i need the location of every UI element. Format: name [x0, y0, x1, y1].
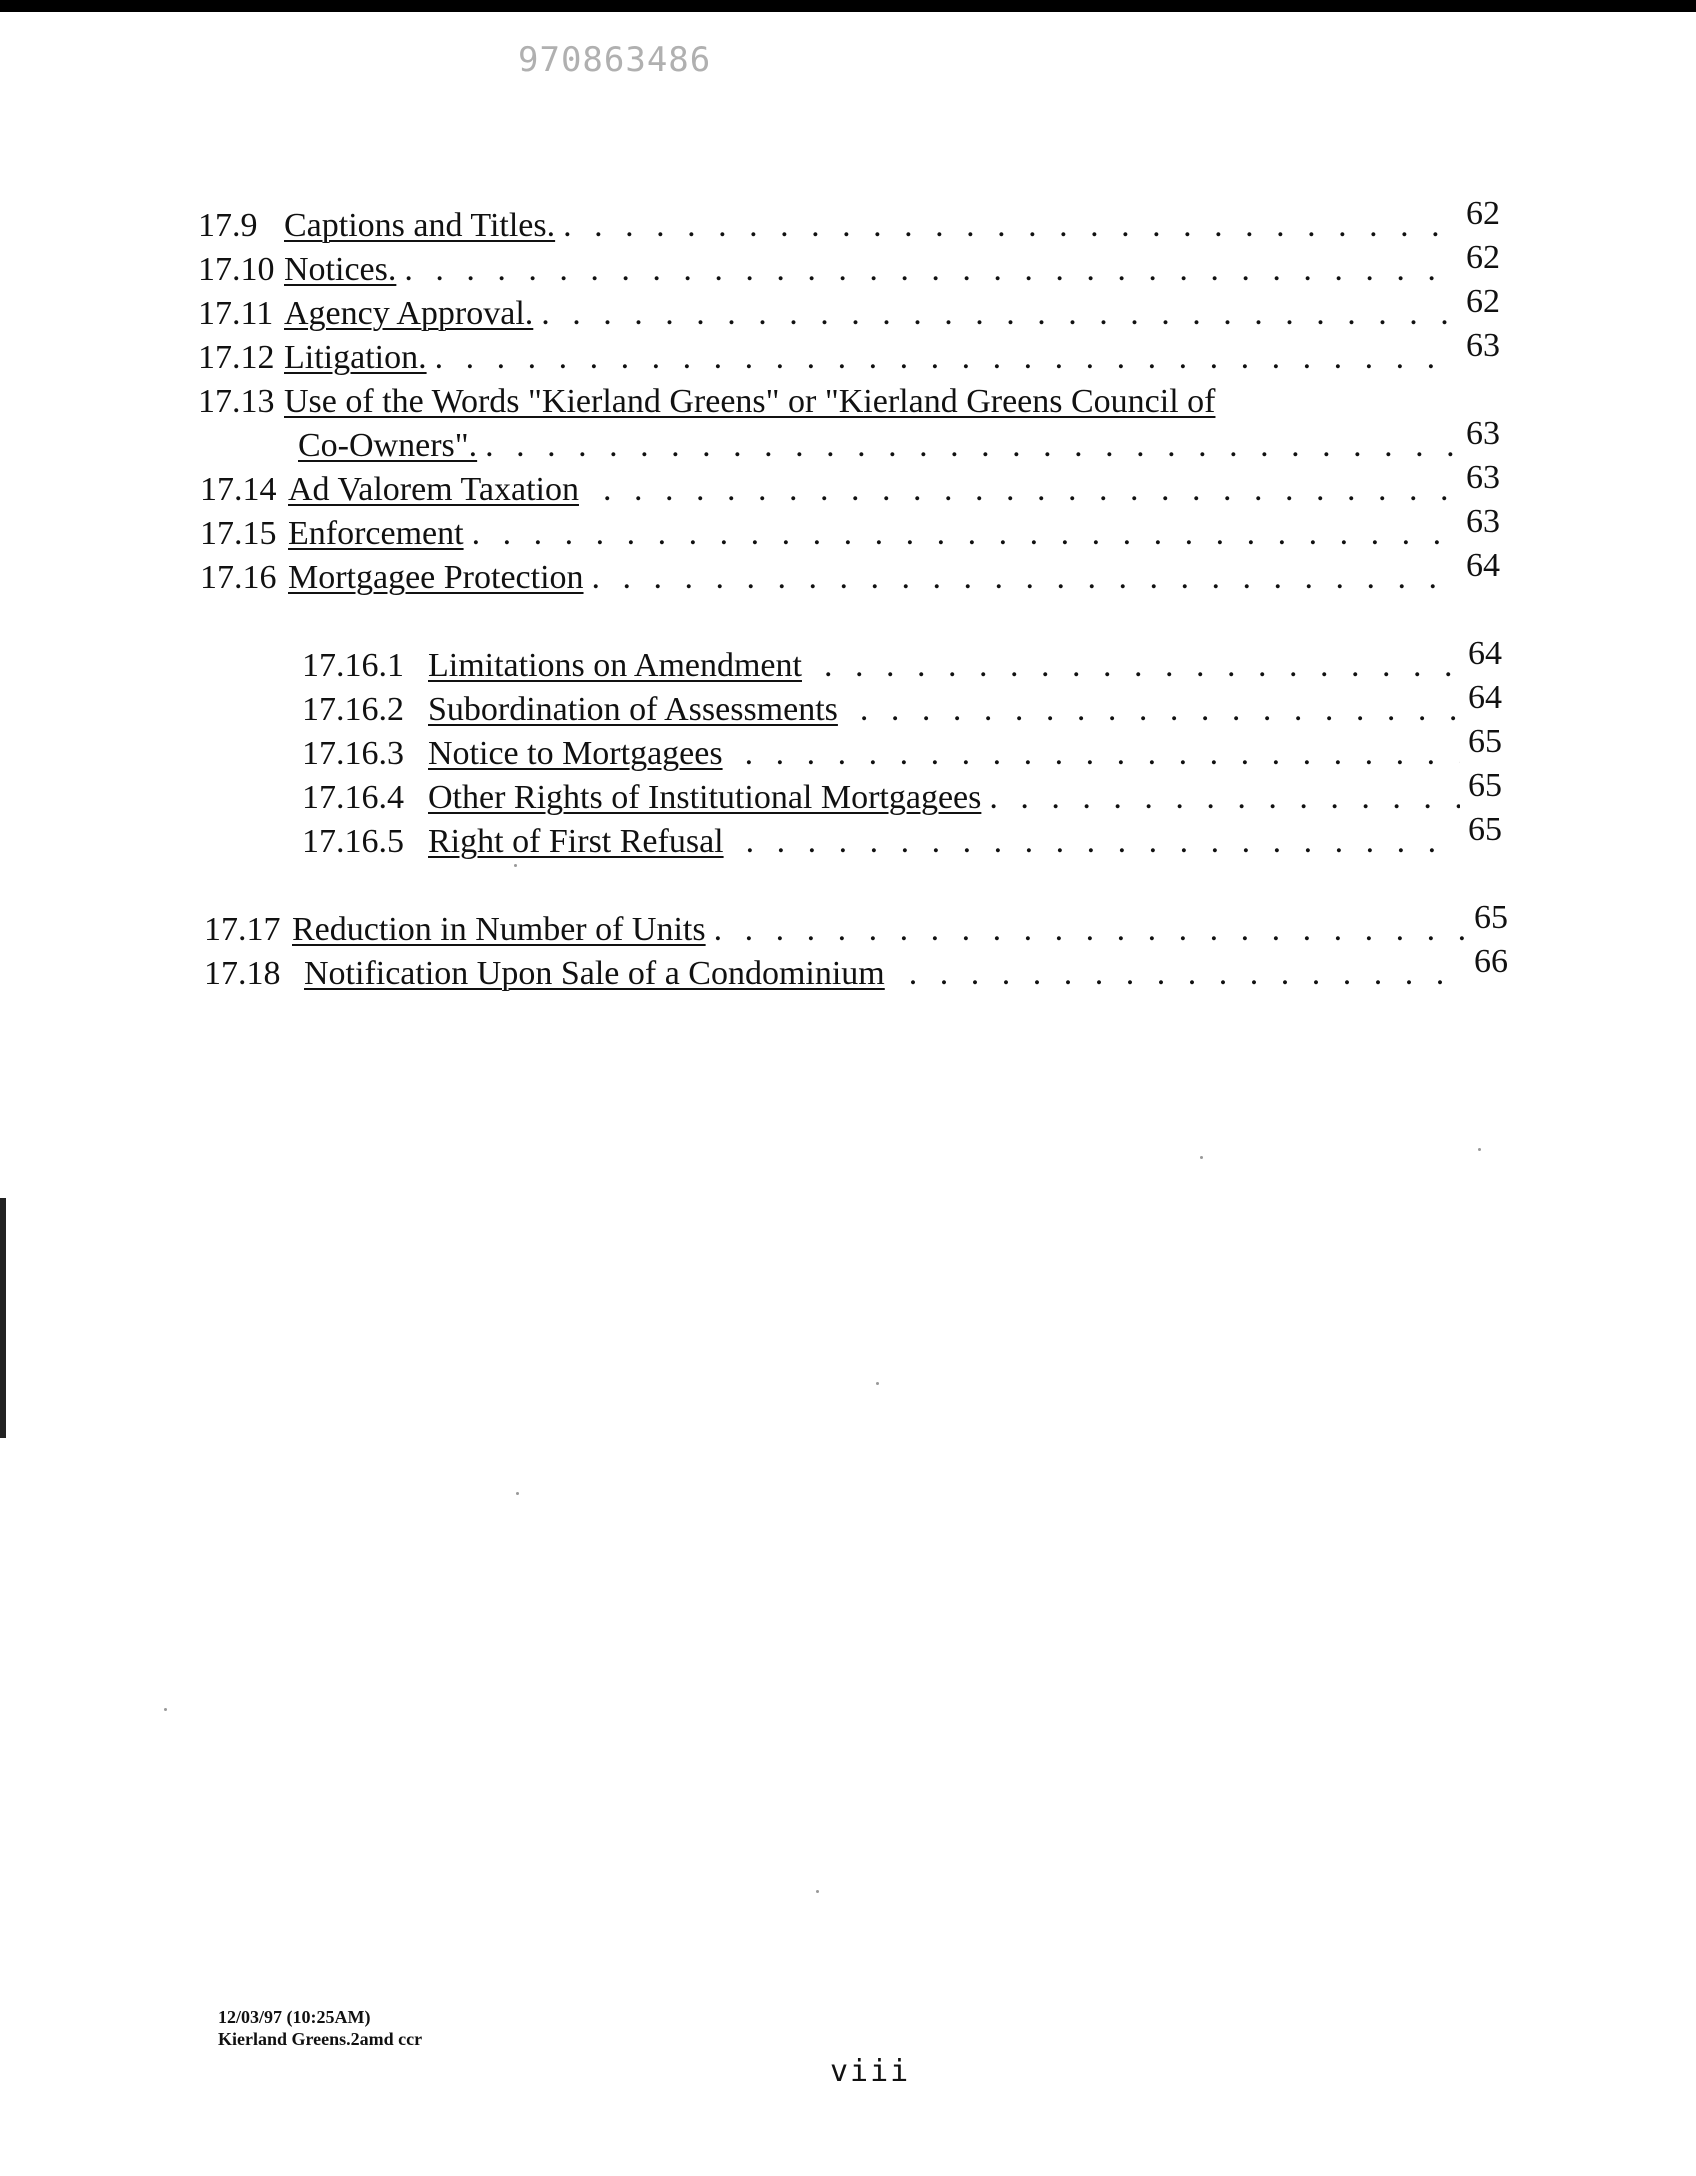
- toc-entry: [200, 503, 1500, 554]
- toc-entry: [204, 899, 1508, 950]
- toc-entry-page: 63: [1466, 459, 1500, 496]
- document-id-stamp: 970863486: [518, 40, 712, 80]
- toc-entry-page: 65: [1468, 811, 1502, 848]
- scan-speck: [516, 1492, 519, 1495]
- toc-entry-page: 66: [1474, 943, 1508, 980]
- footer-date: 12/03/97 (10:25AM): [218, 2007, 371, 2027]
- toc-subentry: [302, 811, 1502, 862]
- toc-leader-dots: [746, 822, 1460, 862]
- toc-leader-dots: [860, 690, 1460, 730]
- scan-speck: [1478, 1148, 1481, 1151]
- toc-entry-title[interactable]: Enforcement: [288, 515, 464, 552]
- scan-top-border: [0, 0, 1696, 12]
- toc-entry-title[interactable]: Other Rights of Institutional Mortgagees: [428, 779, 982, 816]
- toc-entry-number: 17.17: [204, 911, 281, 948]
- toc-entry-number: 17.15: [200, 515, 277, 552]
- toc-entry-number: 17.16.2: [302, 691, 404, 728]
- toc-entry-number: 17.16.4: [302, 779, 404, 816]
- toc-entry-title[interactable]: Right of First Refusal: [428, 823, 724, 860]
- toc-entry-page: 64: [1466, 547, 1500, 584]
- scan-speck: [514, 864, 517, 867]
- toc-subentry: [302, 679, 1502, 730]
- toc-entry: [198, 283, 1500, 334]
- scan-left-edge-mark: [0, 1198, 6, 1438]
- toc-leader-dots: [714, 910, 1466, 950]
- toc-leader-dots: [592, 558, 1458, 598]
- footer-file-info: [218, 2006, 422, 2050]
- toc-entry-title[interactable]: Subordination of Assessments: [428, 691, 838, 728]
- toc-entry-page: 62: [1466, 283, 1500, 320]
- toc-leader-dots: [909, 954, 1466, 994]
- toc-entry: [204, 943, 1508, 994]
- footer-filename: Kierland Greens.2amd ccr: [218, 2029, 423, 2049]
- toc-entry: [198, 195, 1500, 246]
- toc-entry-title[interactable]: Agency Approval.: [284, 295, 534, 332]
- toc-subentry: [302, 635, 1502, 686]
- toc-entry-title-continuation[interactable]: Co-Owners".: [298, 427, 478, 464]
- toc-entry-title[interactable]: Limitations on Amendment: [428, 647, 802, 684]
- toc-entry-page: 63: [1466, 415, 1500, 452]
- toc-subentry: [302, 767, 1502, 818]
- toc-entry-title[interactable]: Ad Valorem Taxation: [288, 471, 579, 508]
- scan-speck: [876, 1382, 879, 1385]
- toc-entry-number: 17.18: [204, 955, 281, 992]
- toc-leader-dots: [563, 206, 1458, 246]
- toc-entry-page: 63: [1466, 327, 1500, 364]
- toc-entry-title[interactable]: Mortgagee Protection: [288, 559, 584, 596]
- toc-entry-title[interactable]: Reduction in Number of Units: [292, 911, 706, 948]
- toc-entry-number: 17.14: [200, 471, 277, 508]
- toc-entry-number: 17.10: [198, 251, 275, 288]
- toc-entry: [198, 327, 1500, 378]
- toc-leader-dots: [485, 426, 1458, 466]
- toc-entry: [200, 547, 1500, 598]
- toc-entry-number: 17.16: [200, 559, 277, 596]
- toc-entry-number: 17.12: [198, 339, 275, 376]
- toc-entry-page: 65: [1468, 723, 1502, 760]
- scan-speck: [816, 1890, 819, 1893]
- toc-leader-dots: [989, 778, 1460, 818]
- toc-leader-dots: [824, 646, 1460, 686]
- toc-entry-title[interactable]: Litigation.: [284, 339, 427, 376]
- toc-entry-title[interactable]: Use of the Words "Kierland Greens" or "Kierland Greens Council of: [284, 383, 1216, 420]
- toc-entry: [198, 239, 1500, 290]
- toc-subentry: [302, 723, 1502, 774]
- toc-entry-title[interactable]: Notification Upon Sale of a Condominium: [304, 955, 885, 992]
- toc-leader-dots: [404, 250, 1458, 290]
- footer-page-number: viii: [830, 2054, 911, 2089]
- scan-speck: [164, 1708, 167, 1711]
- toc-entry-number: 17.16.5: [302, 823, 404, 860]
- toc-leader-dots: [472, 514, 1458, 554]
- toc-entry: [198, 382, 1500, 422]
- toc-entry-number: 17.16.1: [302, 647, 404, 684]
- toc-leader-dots: [541, 294, 1458, 334]
- toc-entry-continuation: [298, 415, 1500, 466]
- toc-entry-number: 17.11: [198, 295, 274, 332]
- toc-entry-number: 17.16.3: [302, 735, 404, 772]
- toc-entry-page: 65: [1468, 767, 1502, 804]
- toc-entry-page: 64: [1468, 679, 1502, 716]
- scan-speck: [1200, 1156, 1203, 1159]
- toc-entry-page: 63: [1466, 503, 1500, 540]
- toc-leader-dots: [435, 338, 1458, 378]
- toc-entry-page: 65: [1474, 899, 1508, 936]
- toc-entry-number: 17.13: [198, 383, 275, 420]
- toc-entry-page: 62: [1466, 195, 1500, 232]
- toc-entry-title[interactable]: Notice to Mortgagees: [428, 735, 723, 772]
- toc-leader-dots: [603, 470, 1458, 510]
- toc-entry-page: 64: [1468, 635, 1502, 672]
- toc-entry-title[interactable]: Captions and Titles.: [284, 207, 556, 244]
- toc-entry-title[interactable]: Notices.: [284, 251, 397, 288]
- toc-entry-page: 62: [1466, 239, 1500, 276]
- toc-entry: [200, 459, 1500, 510]
- toc-leader-dots: [745, 734, 1460, 774]
- toc-entry-number: 17.9: [198, 207, 258, 244]
